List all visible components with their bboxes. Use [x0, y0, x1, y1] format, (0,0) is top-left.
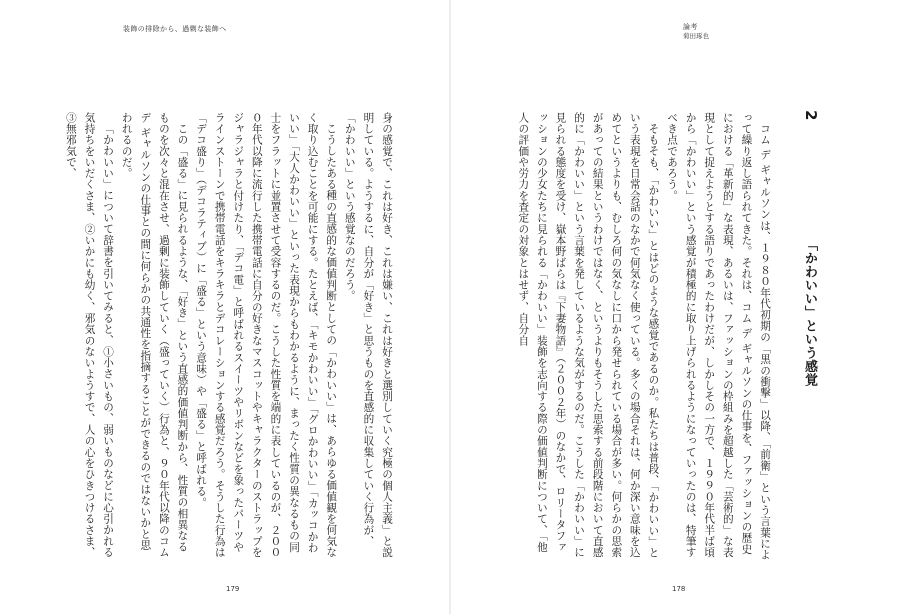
section-number: 2: [802, 110, 820, 121]
paragraph: こうしたある種の直感的な価値判断としての「かわいい」は、あらゆる価値観を何気なく取り込むことを可能にする。たとえば、「キモかわいい」「グロかわいい」「カッコかわいい」「大人かわいい」といった表現からもわかるように、まったく性質の異なるもの同士をフラットに並置させて受容するのだ。こうした性質を端的に表しているのが、２０００年代以降に流行した携帯電話に自分の好きなマスコットやキャラクターのストラップをジャラジャラと付けたり、「デコ電」と呼ばれるスイーツやリボンなどを象ったパーツやラインストーンで携帯電話をキラキラとデコレーションする感覚だろう。そうした行為は「デコ盛り」（デコラティブ）に「盛る」という意味）や「盛る」と呼ばれる。: [195, 112, 338, 558]
paragraph: そもそも、「かわいい」とはどのような感覚であるのか。私たちは普段、「かわいい」という表現を日常会話のなかで何気なく使っている。多くの場合それは、何か深い意味を込めてというよりも、むしろ何の気なしに口から発せられている場合が多い。何らかの思索があっての結果というわけではなく、というよりもそうした思索する前段階において直感的に「かわいい」という言葉を発しているような気がするのだ。こうした「かわいい」に見られる態度を受け、嶽本野ばらは『下妻物語』（２００２年）のなかで、ロリータファッションの少女たちに見られる「かわいい」装飾を志向する際の価値判断について、「他人の評価や労力を査定の対象とはせず、自分自: [517, 112, 660, 558]
running-head-left: 装飾の排除から、過剰な装飾へ: [123, 25, 227, 33]
paragraph: 「かわいい」について辞書を引いてみると、①小さいもの、弱いものなどに心引かれる気持ちをいだくさま、②いかにも幼く、邪気のないようすで、人の心をひきつけるさま、③無邪気で、: [64, 112, 115, 558]
author-byline: 菊田琢也: [683, 32, 709, 40]
paragraph: コム デ ギャルソンは、１９８０年代初期の「黒の衝撃」以降、「前衛」という言葉によって繰り返し語られてきた。それは、コム デ ギャルソンの仕事を、ファッションの歴史における「革新的」な表現、あるいは、ファッションの枠組みを超越した「芸術的」な表現として捉えようとする語りであったわけだが、しかしその一方で、１９９０年代半ば頃から「かわいい」という感覚が積極的に取り上げられるようになっていったのは、特筆すべき点であろう。: [666, 112, 771, 560]
running-head-right: 論考: [683, 23, 698, 31]
page-number-left: 179: [226, 585, 240, 593]
page-number-right: 178: [672, 585, 686, 593]
right-page: [450, 0, 900, 614]
paragraph: この「盛る」に見られるような、「好き」という直感的価値判断から、性質の相異なるものを次々と混在させ、過剰に装飾していく（盛っていく）行為と、９０年代以降のコム デ ギャルソンの仕事との間に何らかの共通性を指摘することができるのではないかと思われるのだ。: [120, 112, 189, 558]
section-title: 「かわいい」という感覚: [802, 238, 817, 387]
body-text-left: [64, 112, 396, 560]
paragraph: 身の感覚で、これは好き、これは嫌い、これは好きと選別していく究極の個人主義」と説明している。ようするに、自分が「好き」と思うものを直感的に収集していく行為が、「かわいい」という感覚なのだろう。: [343, 112, 393, 558]
body-text-right: [517, 112, 774, 560]
